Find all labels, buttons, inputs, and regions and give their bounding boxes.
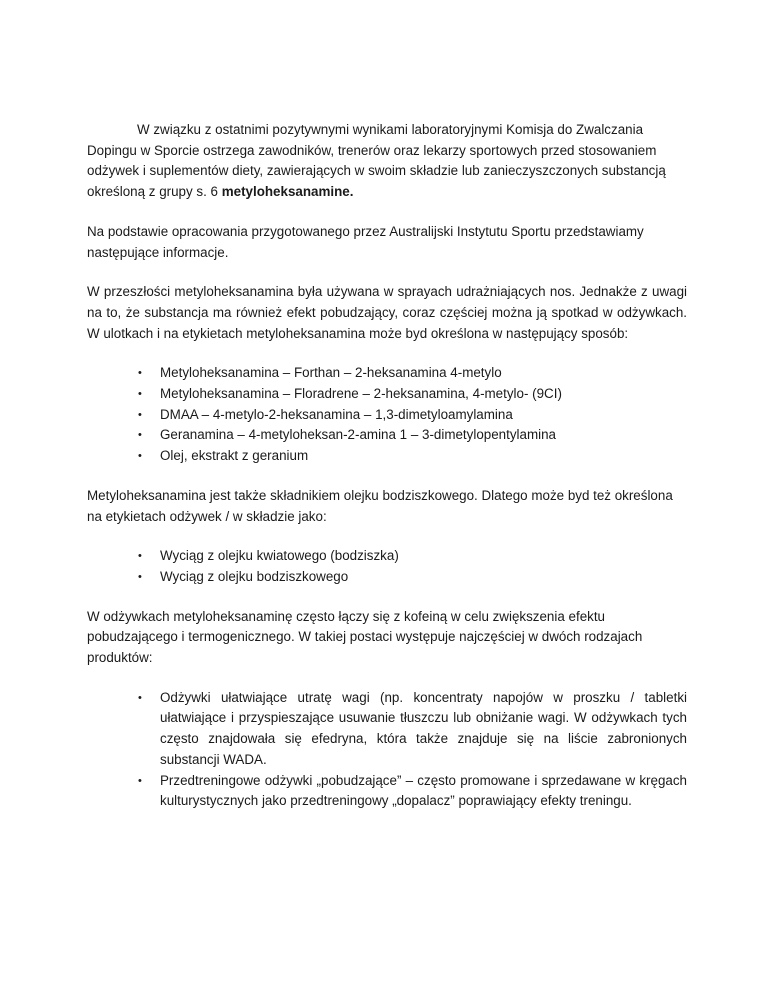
list-item [138,771,687,812]
list-item-text: Przedtreningowe odżywki „pobudzające” – często promowane i sprzedawane w kręgach kulturystycznych jako przedtreningowy „dopalacz” poprawiający efekty treningu. [160,772,687,809]
list-item [138,688,687,771]
paragraph-products: W odżywkach metyloheksanaminę często łączy się z kofeiną w celu zwiększenia efektu pobudzającego i termogenicznego. W takiej postaci występuje najczęściej w dwóch rodzajach produktów: [87,608,643,666]
substance-name-bold: metyloheksanamine. [221,184,354,200]
bullet-icon: • [138,450,142,463]
paragraph-history: W przeszłości metyloheksanamina była używana w sprayach udrażniających nos. Jednakże z uwagi na to, że substancja ma również efekt pobudzający, coraz częściej można ją spotkad w odżywkach. W ulotkach i na etykietach metyloheksanamina może byd określona w następujący sposób: [87,284,687,341]
list-label-names [87,546,687,587]
paragraph-geranium-oil: Metyloheksanamina jest także składnikiem olejku bodziszkowego. Dlatego może byd też określona na etykietach odżywek / w składzie jako: [87,487,673,524]
list-item [138,546,687,567]
bullet-icon: • [138,388,142,401]
bullet-icon: • [138,691,142,704]
list-item-text: Odżywki ułatwiające utratę wagi (np. koncentraty napojów w proszku / tabletki ułatwiające i przyspieszające usuwanie tłuszczu lub obniżanie wagi. W odżywkach tych często znajdowała się efedryna, która także znajduje się na liście zabronionych substancji WADA. [160,689,687,767]
bullet-icon: • [138,367,142,380]
list-item [138,405,687,426]
list-item [138,363,687,384]
list-item [138,446,687,467]
list-item [138,425,687,446]
list-item-text: Wyciąg z olejku bodziszkowego [160,568,349,584]
list-item [138,384,687,405]
paragraph-source: Na podstawie opracowania przygotowanego przez Australijski Instytutu Sportu przedstawiamy następujące informacje. [87,223,644,260]
bullet-icon: • [138,774,142,787]
list-synonyms [87,363,687,467]
list-item-text: Olej, ekstrakt z geranium [160,448,309,464]
bullet-icon: • [138,550,142,563]
paragraph-intro-text: W związku z ostatnimi pozytywnymi wynikami laboratoryjnymi Komisja do Zwalczania Dopingu w Sporcie ostrzega zawodników, trenerów oraz lekarzy sportowych przed stosowaniem odżywek i suplementów diety, zawierających w swoim składzie lub zanieczyszczonych substancją określoną z grupy s. 6 [87,122,666,200]
bullet-icon: • [138,570,142,583]
list-product-types [87,688,687,812]
list-item-text: Metyloheksanamina – Floradrene – 2-heksanamina, 4-metylo- (9CI) [160,386,562,402]
document-body [87,120,687,831]
bullet-icon: • [138,429,142,442]
list-item [138,567,687,588]
list-item-text: DMAA – 4-metylo-2-heksanamina – 1,3-dimetyloamylamina [160,406,513,422]
list-item-text: Geranamina – 4-metyloheksan-2-amina 1 – 3-dimetylopentylamina [160,427,556,443]
list-item-text: Metyloheksanamina – Forthan – 2-heksanamina 4-metylo [160,365,502,381]
list-item-text: Wyciąg z olejku kwiatowego (bodziszka) [160,548,399,564]
bullet-icon: • [138,408,142,421]
paragraph-intro [87,120,687,203]
